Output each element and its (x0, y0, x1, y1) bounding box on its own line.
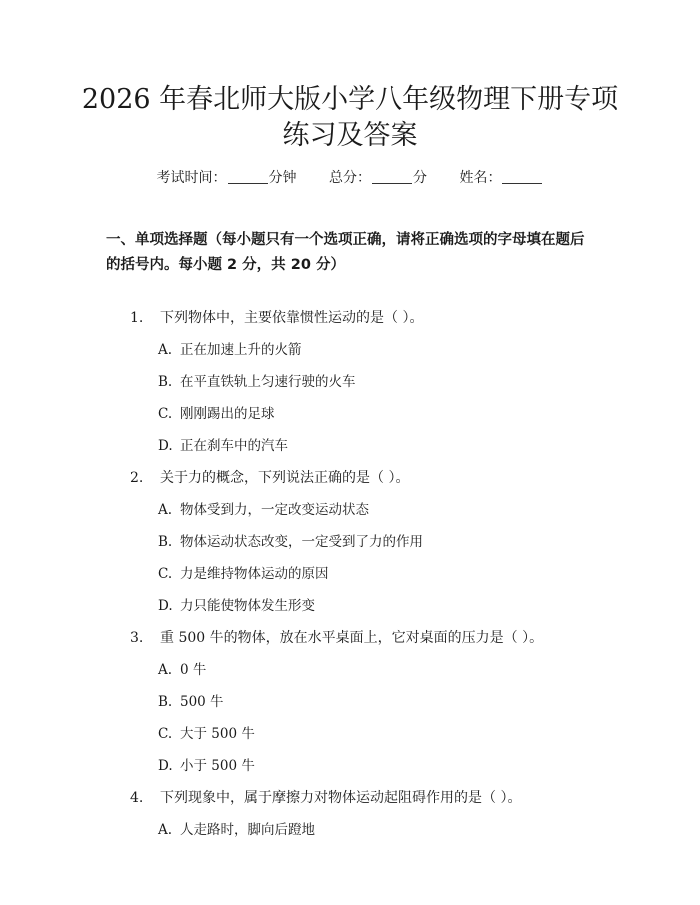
option-text: 正在刹车中的汽车 (180, 438, 288, 454)
answer-option (158, 564, 329, 584)
student-name-field (459, 168, 543, 188)
option-text: 正在加速上升的火箭 (180, 342, 302, 358)
student-name-blank[interactable] (502, 169, 542, 184)
option-text: 物体受到力，一定改变运动状态 (180, 502, 369, 518)
option-text: 人走路时，脚向后蹬地 (180, 822, 315, 838)
option-text: 力是维持物体运动的原因 (180, 566, 329, 582)
question-text: 关于力的概念，下列说法正确的是（ ）。 (160, 470, 410, 486)
answer-option (158, 660, 206, 680)
section-heading: 一、单项选择题（每小题只有一个选项正确，请将正确选项的字母填在题后的括号内。每小题 2 分，共 20 分） (106, 232, 585, 273)
option-letter: D. (158, 598, 173, 614)
total-score-blank[interactable] (372, 169, 412, 184)
option-letter: B. (158, 534, 173, 550)
option-letter: A. (158, 342, 173, 358)
question-number: 3. (130, 630, 144, 646)
answer-option (158, 820, 315, 840)
question-number: 4. (130, 790, 144, 806)
answer-option (158, 372, 356, 392)
exam-time-unit: 分钟 (268, 170, 297, 186)
answer-option (158, 692, 224, 712)
option-letter: D. (158, 758, 173, 774)
exam-info-row (0, 168, 700, 188)
option-text: 力只能使物体发生形变 (180, 598, 315, 614)
exam-time-blank[interactable] (228, 169, 268, 184)
total-score-field (329, 168, 427, 188)
question-number: 1. (130, 310, 144, 326)
question-item (130, 628, 543, 648)
question-item (130, 788, 521, 808)
answer-option (158, 596, 315, 616)
option-letter: C. (158, 726, 173, 742)
option-text: 在平直铁轨上匀速行驶的火车 (180, 374, 356, 390)
page-title-line-1: 2026 年春北师大版小学八年级物理下册专项 (81, 84, 619, 115)
option-text: 物体运动状态改变，一定受到了力的作用 (180, 534, 423, 550)
answer-option (158, 404, 275, 424)
option-letter: A. (158, 502, 173, 518)
question-text: 重 500 牛的物体，放在水平桌面上，它对桌面的压力是（ ）。 (160, 630, 544, 646)
answer-option (158, 724, 255, 744)
answer-option (158, 756, 255, 776)
page-title-line-2: 练习及答案 (282, 120, 418, 151)
option-text: 0 牛 (180, 662, 207, 678)
question-text: 下列现象中，属于摩擦力对物体运动起阻碍作用的是（ ）。 (160, 790, 522, 806)
option-letter: D. (158, 438, 173, 454)
answer-option (158, 340, 302, 360)
option-letter: A. (158, 662, 173, 678)
option-letter: B. (158, 374, 173, 390)
question-text: 下列物体中，主要依靠惯性运动的是（ ）。 (160, 310, 424, 326)
total-score-label: 总分： (329, 170, 371, 186)
option-text: 小于 500 牛 (180, 758, 255, 774)
option-text: 500 牛 (180, 694, 224, 710)
exam-time-field (157, 168, 297, 188)
option-letter: C. (158, 406, 173, 422)
question-item (130, 468, 409, 488)
question-number: 2. (130, 470, 144, 486)
option-letter: B. (158, 694, 173, 710)
answer-option (158, 532, 423, 552)
option-text: 刚刚踢出的足球 (180, 406, 275, 422)
option-letter: C. (158, 566, 173, 582)
question-item (130, 308, 423, 328)
option-letter: A. (158, 822, 173, 838)
student-name-label: 姓名： (459, 170, 502, 186)
answer-option (158, 436, 288, 456)
exam-time-label: 考试时间： (156, 170, 227, 186)
total-score-unit: 分 (413, 170, 427, 186)
option-text: 大于 500 牛 (180, 726, 255, 742)
answer-option (158, 500, 369, 520)
